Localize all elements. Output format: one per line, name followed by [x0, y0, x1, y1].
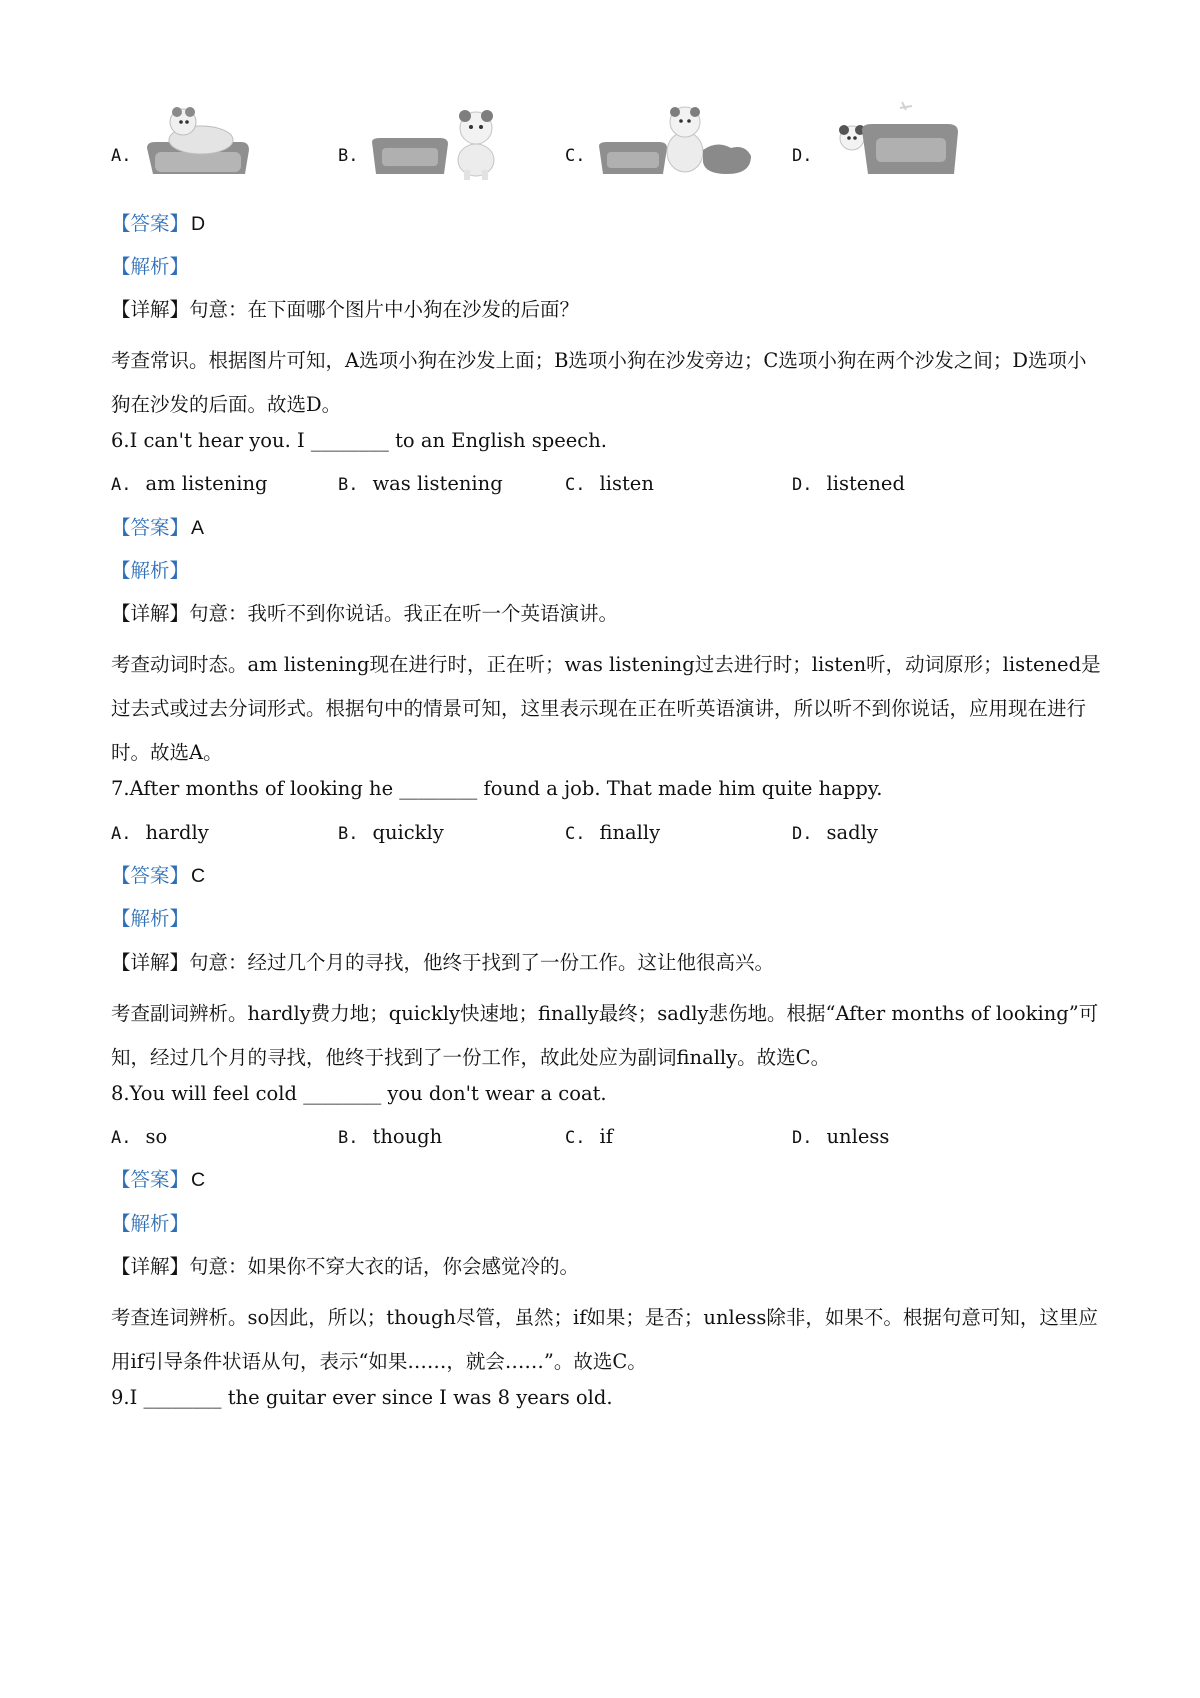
q8-analysis: [111, 1210, 1101, 1238]
option-letter: A.: [111, 824, 132, 844]
q7-detail: [111, 949, 1101, 977]
analysis-label: 【解析】: [111, 559, 190, 582]
option-letter: A.: [111, 475, 132, 495]
q8-option-b[interactable]: [338, 1123, 442, 1152]
option-text: unless: [826, 1125, 890, 1148]
detail-text: 句意：经过几个月的寻找，他终于找到了一份工作。这让他很高兴。: [189, 951, 775, 974]
analysis-label: 【解析】: [111, 255, 190, 278]
answer-value: C: [191, 1169, 206, 1191]
option-letter: A.: [111, 1128, 132, 1148]
answer-label: 【答案】: [111, 516, 190, 539]
detail-label: 【详解】: [111, 1255, 190, 1278]
option-letter: B.: [338, 146, 359, 166]
q5-explanation: 考查常识。根据图片可知，A选项小狗在沙发上面；B选项小狗在沙发旁边；C选项小狗在两个沙发之间；D选项小狗在沙发的后面。故选D。: [111, 349, 1087, 416]
dog-behind-sofa-image: [822, 100, 962, 182]
q7-analysis: [111, 905, 1101, 933]
q5-analysis: [111, 253, 1101, 281]
option-letter: D.: [792, 1128, 813, 1148]
option-letter: D.: [792, 146, 813, 166]
q6-explanation: 考查动词时态。am listening现在进行时，正在听；was listening过去进行时；listen听，动词原形；listened是过去式或过去分词形式。根据句中的情景可知，这里表示现在正在听英语演讲，所以听不到你说话，应用现在进行时。故选A。: [111, 653, 1101, 764]
q7-question: 7.After months of looking he ________ found a job. That made him quite happy.: [111, 777, 883, 800]
answer-value: D: [191, 213, 206, 235]
option-text: listen: [599, 472, 654, 495]
detail-label: 【详解】: [111, 298, 190, 321]
option-text: though: [372, 1125, 443, 1148]
q8-detail: [111, 1253, 1101, 1281]
q8-explanation: 考查连词辨析。so因此，所以；though尽管，虽然；if如果；是否；unless除非，如果不。根据句意可知，这里应用if引导条件状语从句，表示“如果……，就会……”。故选C。: [111, 1306, 1098, 1373]
q6-answer: [111, 514, 1101, 542]
q8-question: 8.You will feel cold ________ you don't wear a coat.: [111, 1082, 607, 1105]
analysis-label: 【解析】: [111, 1212, 190, 1235]
option-text: so: [145, 1125, 168, 1148]
q8-option-a[interactable]: [111, 1123, 167, 1152]
answer-label: 【答案】: [111, 1168, 190, 1191]
option-text: sadly: [826, 821, 878, 844]
q7-option-b[interactable]: [338, 819, 444, 848]
option-text: if: [599, 1125, 613, 1148]
q5-option-c[interactable]: [565, 100, 765, 200]
answer-label: 【答案】: [111, 212, 190, 235]
q7-answer: [111, 862, 1101, 890]
option-text: was listening: [372, 472, 503, 495]
option-letter: D.: [792, 824, 813, 844]
q5-option-d[interactable]: [792, 100, 992, 200]
detail-label: 【详解】: [111, 602, 190, 625]
option-letter: C.: [565, 824, 586, 844]
option-text: am listening: [145, 472, 268, 495]
q6-analysis: [111, 557, 1101, 585]
answer-value: A: [191, 517, 205, 539]
q6-options: [111, 470, 1101, 498]
option-text: quickly: [372, 821, 444, 844]
dog-beside-sofa-image: [368, 100, 508, 182]
option-text: finally: [599, 821, 661, 844]
detail-label: 【详解】: [111, 951, 190, 974]
option-text: listened: [826, 472, 905, 495]
option-letter: B.: [338, 475, 359, 495]
q6-option-b[interactable]: [338, 470, 503, 499]
q7-explanation: 考查副词辨析。hardly费力地；quickly快速地；finally最终；sadly悲伤地。根据“After months of looking”可知，经过几个月的寻找，他终于找到了一份工作，故此处应为副词finally。故选C。: [111, 1002, 1099, 1069]
q6-option-d[interactable]: [792, 470, 905, 499]
option-letter: B.: [338, 1128, 359, 1148]
dog-on-sofa-image: [141, 100, 256, 182]
q7-option-c[interactable]: [565, 819, 660, 848]
dog-between-sofas-image: [595, 100, 755, 182]
analysis-label: 【解析】: [111, 907, 190, 930]
option-letter: C.: [565, 1128, 586, 1148]
option-letter: C.: [565, 146, 586, 166]
q5-image-options: [111, 100, 1101, 200]
q5-answer: [111, 210, 1101, 238]
option-letter: A.: [111, 146, 132, 166]
q8-option-d[interactable]: [792, 1123, 889, 1152]
q8-options: [111, 1123, 1101, 1151]
detail-text: 句意：我听不到你说话。我正在听一个英语演讲。: [189, 602, 619, 625]
q6-option-c[interactable]: [565, 470, 654, 499]
option-letter: D.: [792, 475, 813, 495]
q6-question: 6.I can't hear you. I ________ to an English speech.: [111, 429, 607, 452]
q6-option-a[interactable]: [111, 470, 268, 499]
option-letter: B.: [338, 824, 359, 844]
q9-question: 9.I ________ the guitar ever since I was 8 years old.: [111, 1386, 613, 1409]
q7-option-d[interactable]: [792, 819, 878, 848]
q7-options: [111, 819, 1101, 847]
option-letter: C.: [565, 475, 586, 495]
q8-answer: [111, 1166, 1101, 1194]
answer-value: C: [191, 865, 206, 887]
answer-label: 【答案】: [111, 864, 190, 887]
q5-option-b[interactable]: [338, 100, 538, 200]
detail-text: 句意：如果你不穿大衣的话，你会感觉冷的。: [189, 1255, 580, 1278]
q8-option-c[interactable]: [565, 1123, 613, 1152]
option-text: hardly: [145, 821, 209, 844]
q5-option-a[interactable]: [111, 100, 311, 200]
detail-text: 句意：在下面哪个图片中小狗在沙发的后面？: [189, 298, 580, 321]
q6-detail: [111, 600, 1101, 628]
q7-option-a[interactable]: [111, 819, 209, 848]
q5-detail: [111, 296, 1101, 324]
